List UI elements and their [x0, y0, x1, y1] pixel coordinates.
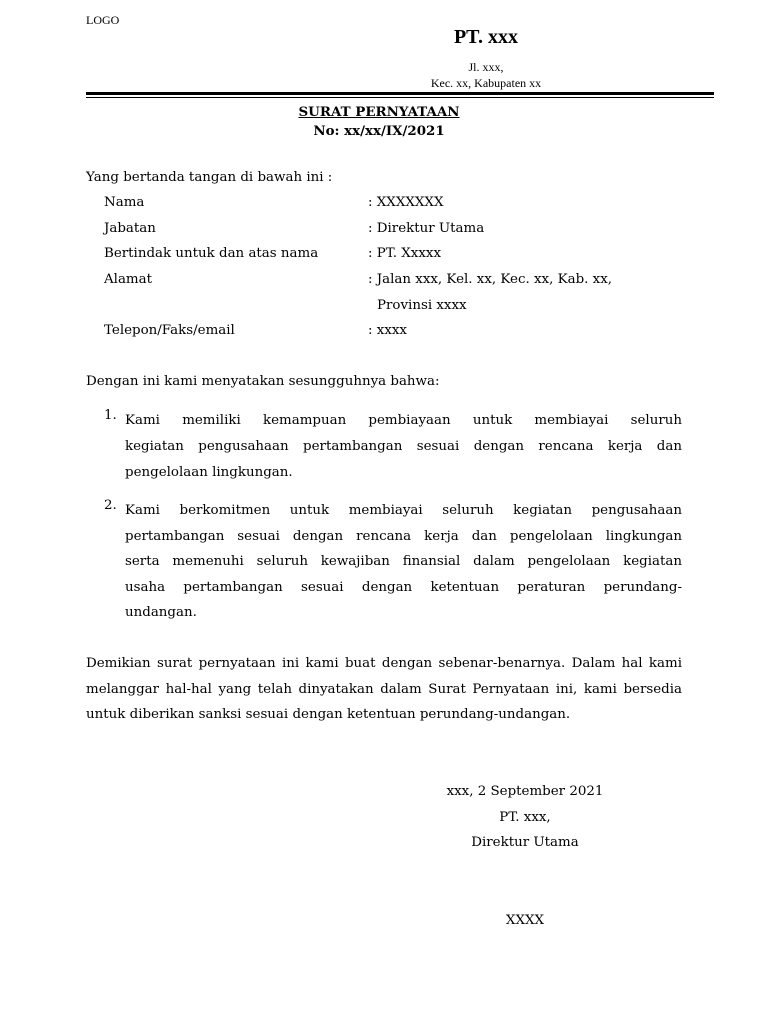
company-name: PT. xxx [453, 26, 519, 48]
field-value: : Jalan xxx, Kel. xx, Kec. xx, Kab. xx, [368, 272, 613, 287]
signature-place-date: xxx, 2 September 2021 [446, 784, 604, 799]
item-line: undangan. [125, 605, 197, 620]
field-row-telepon [0, 323, 768, 345]
field-row-bertindak [0, 246, 768, 268]
field-value: : XXXXXXX [368, 195, 444, 210]
field-label: Nama [104, 195, 145, 210]
field-value: : PT. Xxxxx [368, 246, 441, 261]
signature-company: PT. xxx, [499, 810, 551, 825]
field-label: Bertindak untuk dan atas nama [104, 246, 319, 261]
field-row-nama [0, 195, 768, 217]
field-value: : xxxx [368, 323, 407, 338]
item-line: Kami memiliki kemampuan pembiayaan untuk membiayai seluruh [125, 413, 682, 428]
field-row-jabatan [0, 221, 768, 243]
field-value: : Direktur Utama [368, 221, 485, 236]
item-number: 2. [104, 498, 117, 513]
field-label: Jabatan [104, 221, 156, 236]
item-number: 1. [104, 408, 117, 423]
field-row-alamat [0, 272, 768, 294]
closing-paragraph: Demikian surat pernyataan ini kami buat dengan sebenar-benarnya. Dalam hal kami melanggar hal-hal yang telah dinyatakan dalam Surat Pernyataan ini, kami bersedia untuk diberikan sanksi sesuai dengan ketentuan perundang-undangan. [86, 656, 682, 722]
company-address-line-2: Kec. xx, Kabupaten xx [430, 76, 542, 90]
company-address-line-1: Jl. xxx, [468, 60, 504, 74]
signature-position: Direktur Utama [471, 835, 579, 850]
field-row-alamat-continued [0, 298, 768, 320]
logo-placeholder: LOGO [86, 13, 120, 27]
item-line: serta memenuhi seluruh kewajiban finansial dalam pengelolaan kegiatan [125, 554, 682, 569]
document-number: No: xx/xx/IX/2021 [313, 123, 445, 139]
item-line: pertambangan sesuai dengan rencana kerja dan pengelolaan lingkungan [125, 529, 682, 544]
signature-name: XXXX [505, 913, 545, 928]
field-label: Alamat [104, 272, 152, 287]
field-value-continued: Provinsi xxxx [377, 298, 467, 313]
document-title: SURAT PERNYATAAN [298, 104, 460, 120]
letterhead-divider-thick [86, 92, 714, 95]
item-line: Kami berkomitmen untuk membiayai seluruh kegiatan pengusahaan [125, 503, 682, 518]
intro-text: Yang bertanda tangan di bawah ini : [86, 170, 333, 185]
item-line: usaha pertambangan sesuai dengan ketentuan peraturan perundang- [125, 580, 682, 595]
field-label: Telepon/Faks/email [104, 323, 235, 338]
statement-lead: Dengan ini kami menyatakan sesungguhnya bahwa: [86, 374, 440, 389]
item-line: pengelolaan lingkungan. [125, 465, 293, 480]
letterhead-divider-thin [86, 97, 714, 98]
item-line: kegiatan pengusahaan pertambangan sesuai dengan rencana kerja dan [125, 439, 682, 454]
